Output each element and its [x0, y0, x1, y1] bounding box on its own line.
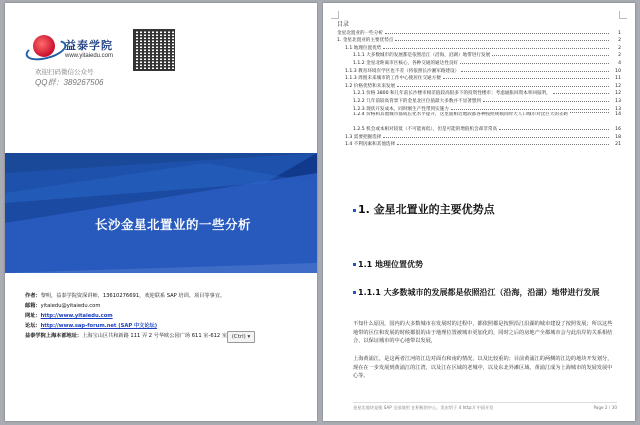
- cover-title: 长沙金星北置业的一些分析: [95, 217, 252, 232]
- toc-page-number: 2: [618, 38, 621, 44]
- toc-entry[interactable]: [337, 43, 621, 51]
- logo-icon: [33, 35, 55, 57]
- qr-caption: 欢迎扫码微信公众号: [35, 69, 94, 76]
- info-author: 作者：黎明，益泰学院资深讲师，13610276691，欢迎联系 SAP 培训、项目等事宜。: [25, 293, 226, 299]
- bullet-marker-icon: [353, 209, 356, 212]
- page-footer: [353, 402, 617, 411]
- info-address: 益泰学院上海本部地址：上海宝山区共和新路 111 弄 2 号华欧公园广场 611 室-612 室: [25, 333, 228, 339]
- heading-1: 1. 金星北置业的主要优势点: [353, 201, 495, 217]
- paragraph-2: 上海黄浦江，是这两者江河的江边对面有和南的情况，以及比较重的；目前黄浦江的两侧的江边的地块开发划分，现在在一步发展到黄浦江的江湾，以及江在区域的老城中，以及东北外滩区域，黄浦江成为上海城市的发展发展中心等。: [353, 356, 613, 380]
- toc-entry[interactable]: [337, 132, 621, 140]
- toc-entry-text: 1.1 地理位置优势: [345, 45, 382, 51]
- toc-page-number: 11: [615, 76, 621, 82]
- toc-entry-text: 1.2.5 机会或本相对较低（不可能再低），但是可能的增值机会却非常高: [353, 127, 498, 133]
- toc-page-number: 14: [615, 111, 621, 117]
- toc-page-number: 2: [618, 45, 621, 51]
- toc-page-number: 16: [615, 127, 621, 133]
- cover-page: [5, 3, 317, 421]
- toc-title: 目录: [337, 21, 350, 28]
- toc-entry[interactable]: [337, 112, 621, 125]
- toc-page-number: 18: [615, 134, 621, 140]
- toc-entry[interactable]: [337, 140, 621, 148]
- info-email: 邮箱：yitaiedu@yitaiedu.com: [25, 303, 101, 309]
- toc-leader: [383, 137, 609, 138]
- website-link[interactable]: http://www.yitaiedu.com: [40, 313, 113, 319]
- toc-entry-text: 1.1.3 周围未来城市的工作中心使居住交通方便: [345, 76, 441, 82]
- toc-entry[interactable]: [337, 58, 621, 66]
- toc-leader: [553, 93, 609, 94]
- toc-page-number: 2: [618, 53, 621, 59]
- toc-entry[interactable]: [337, 51, 621, 59]
- toc-leader: [451, 109, 609, 110]
- toc-leader: [397, 86, 609, 87]
- toc-entry[interactable]: [337, 74, 621, 82]
- toc-entry-text: 1.3 需要把握选择: [345, 134, 382, 140]
- toc-page-number: 12: [615, 91, 621, 97]
- toc-entry-text: 1.1.2 金星北距离市区核心，各种交通的通达性良好: [353, 60, 459, 66]
- toc-entry-text: 1.2.3 现状开发成本，同时刚生产性带到实施力: [353, 106, 449, 112]
- toc-entry-text: 1.2 价格优势和未来发展: [345, 83, 396, 89]
- toc-leader: [492, 55, 609, 56]
- heading-3: 1.1.1 大多数城市的发展都是依照沿江（沿海，沿湖）地带进行发展: [353, 287, 600, 298]
- toc-entry-text: 1. 金星北置业的主要优势点: [337, 38, 394, 44]
- toc-leader: [397, 144, 609, 145]
- toc-entry-text: 1.2.4 价格和其他城市都成长化水平提升，这里面相近地段都各种按照规模同时大人口城市对比巨大的差距: [353, 111, 569, 117]
- toc-page-number: 1: [618, 30, 621, 36]
- qq-group: QQ群：389267506: [35, 78, 104, 87]
- toc-entry[interactable]: [337, 28, 621, 36]
- toc-entry[interactable]: [337, 104, 621, 112]
- toc-entry-text: 金星北置业的一些分析: [337, 30, 383, 36]
- toc-page-number: 21: [615, 142, 621, 148]
- toc-entry[interactable]: [337, 36, 621, 44]
- toc-entry[interactable]: [337, 66, 621, 74]
- toc-entry-text: 1.2.2 几年前较高背景下的金星北区位值最大多数并不显著想到: [353, 98, 481, 104]
- bullet-marker-icon: [353, 291, 356, 294]
- heading-2: 1.1 地理位置优势: [353, 259, 423, 270]
- toc-entry[interactable]: [337, 81, 621, 89]
- toc-entry-text: 1.2.1 价格 3800 和几年前长沙楼市相差值较高很多下的投资性楼市；考虑通胀回资本率回报明，: [353, 91, 551, 97]
- forum-link[interactable]: http://www.sap-forum.net (SAP 中文论坛): [40, 323, 158, 329]
- toc-page-number: 10: [615, 68, 621, 74]
- toc-page-number: 13: [615, 98, 621, 104]
- toc-leader: [383, 48, 609, 49]
- margin-marker: [331, 11, 339, 19]
- toc-entry-text: 1.1.3 教育环境有学区也不差（将依照长沙湘军路建设）: [345, 68, 460, 74]
- toc-page-number: 12: [615, 83, 621, 89]
- info-forum: 论坛：http://www.sap-forum.net (SAP 中文论坛): [25, 323, 158, 329]
- info-website: 网址：http://www.yitaiedu.com: [25, 313, 113, 319]
- document-page-2: [323, 3, 635, 421]
- table-of-contents: [337, 28, 621, 147]
- toc-leader: [460, 63, 609, 64]
- logo-url: www.yitaiedu.com: [65, 53, 114, 59]
- qr-code-icon: [133, 29, 175, 71]
- cover-info: [25, 291, 305, 341]
- toc-leader: [461, 71, 609, 72]
- margin-marker: [619, 11, 627, 19]
- toc-entry[interactable]: [337, 125, 621, 133]
- toc-entry-text: 1.4 不利因素和其他选择: [345, 142, 396, 148]
- toc-leader: [483, 101, 609, 102]
- toc-leader: [395, 40, 609, 41]
- toc-leader: [443, 78, 609, 79]
- logo-name: 益泰学院: [65, 39, 113, 52]
- paragraph-1: 不知什么原因，国内的大多数城市在发展时的过程中，都依照都是按照沿江沿湖的城市建设了按照发展；所以这些地带的区位和发展的时候都很的由于地理位置被城市更加化的，同时之后的房地产全都城市会与此沿岸的关系相结合，以保证城市的中心地带以发展，: [353, 321, 613, 345]
- toc-entry[interactable]: [337, 96, 621, 104]
- toc-leader: [570, 112, 609, 113]
- bullet-marker-icon: [353, 263, 356, 266]
- footer-text: 金星北地块是使 SAP 全部使用 在积极的中心，发布给于 4 http:// 中国开发: [353, 405, 494, 410]
- toc-leader: [385, 33, 609, 34]
- page-number: Page 2 / 30: [593, 405, 617, 410]
- paste-options-button[interactable]: (Ctrl) ▾: [227, 331, 255, 343]
- toc-page-number: 4: [618, 60, 621, 66]
- toc-page-number: 13: [615, 106, 621, 112]
- cover-banner: [5, 153, 317, 273]
- toc-entry-text: 1.1.1 大多数城市的发展都是依照沿江（沿海，沿湖）地带进行发展: [353, 53, 491, 59]
- toc-leader: [499, 129, 609, 130]
- toc-entry[interactable]: [337, 89, 621, 97]
